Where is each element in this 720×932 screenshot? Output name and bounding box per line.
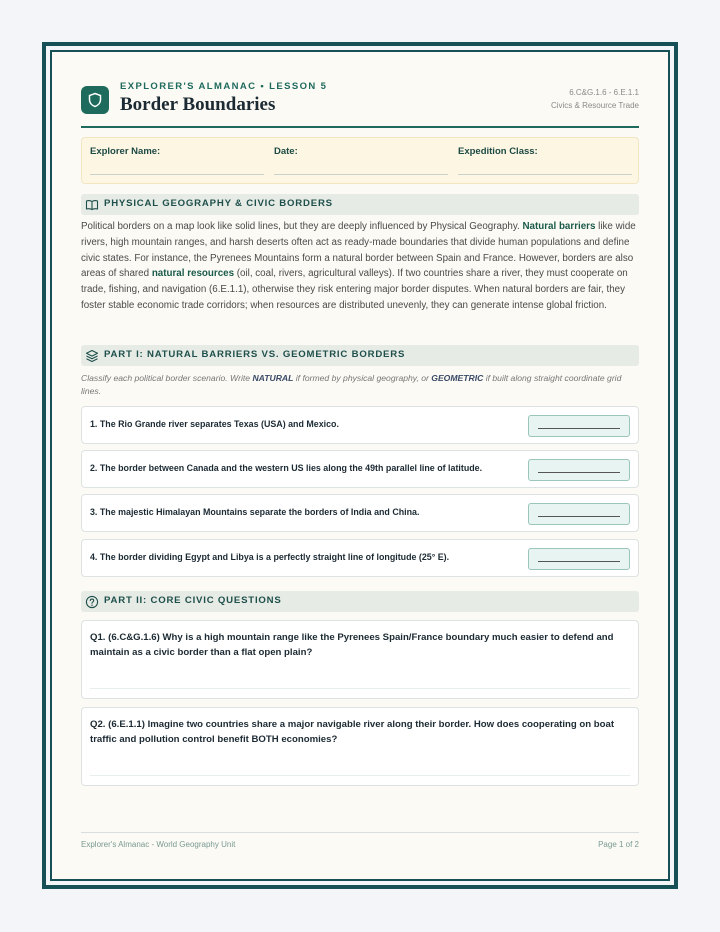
answer-box[interactable] [528,415,630,437]
instructions-text-1: Classify each political border scenario. Write [81,373,253,383]
response-line[interactable] [90,688,630,689]
open-question-text: Q1. (6.C&G.1.6) Why is a high mountain range like the Pyrenees Spain/France boundary much easier to defend and maintain as a civic border than a flat open plain? [90,632,614,658]
answer-blank [538,516,620,517]
instructions-text-2: if formed by physical geography, or [293,373,432,383]
open-question-card [81,620,639,699]
explorer-name-label: Explorer Name: [90,146,161,157]
layers-icon [85,348,99,362]
page-number: Page 1 of 2 [598,840,639,849]
answer-blank [538,561,620,562]
footer-divider [81,832,639,833]
shield-icon [81,86,109,114]
open-question-text: Q2. (6.E.1.1) Imagine two countries share a major navigable river along their border. How does cooperating on boat traffic and pollution control benefit BOTH economies? [90,719,615,745]
question-card [81,450,639,488]
question-card [81,406,639,444]
intro-text-3: (oil, coal, rivers, agricultural valleys). If two countries share a river, they must cooperate on trade, fishing, and navigation (6.E.1.1), otherwise they risk entering major border disputes. When natural borders are fair, they foster stable economic trade corridors; when resources are distributed unevenly, they can generate intense global friction. [81,268,628,311]
section-title: PART I: NATURAL BARRIERS VS. GEOMETRIC BORDERS [104,349,406,360]
intro-text-1: Political borders on a map look like solid lines, but they are deeply influenced by Physical Geography. [81,221,523,232]
question-card [81,539,639,577]
footer-unit: Explorer's Almanac - World Geography Unit [81,840,236,849]
open-question-card [81,707,639,786]
answer-box[interactable] [528,503,630,525]
part-1-instructions [81,372,639,398]
response-line[interactable] [90,775,630,776]
explorer-name-field[interactable] [90,174,264,175]
section-part-1 [81,345,639,366]
standards-code: 6.C&G.1.6 - 6.E.1.1 [569,88,639,97]
student-info-box [81,137,639,184]
lesson-kicker: EXPLORER'S ALMANAC • LESSON 5 [120,81,328,92]
section-physical-geography [81,194,639,215]
expedition-class-label: Expedition Class: [458,146,538,157]
subject-label: Civics & Resource Trade [550,101,639,110]
section-part-2 [81,591,639,612]
question-circle-icon [85,594,99,608]
expedition-class-field[interactable] [458,174,632,175]
question-card [81,494,639,532]
question-text: 1. The Rio Grande river separates Texas (USA) and Mexico. [90,419,339,429]
answer-blank [538,428,620,429]
question-text: 3. The majestic Himalayan Mountains separate the borders of India and China. [90,507,420,517]
date-field[interactable] [274,174,448,175]
worksheet-header [81,80,639,128]
section-title: PHYSICAL GEOGRAPHY & CIVIC BORDERS [104,198,333,209]
term-natural-barriers: Natural barriers [522,221,596,232]
instructions-text-3: if built along straight coordinate grid lines. [81,373,622,396]
answer-blank [538,472,620,473]
intro-paragraph [81,219,639,314]
section-title: PART II: CORE CIVIC QUESTIONS [104,595,282,606]
answer-box[interactable] [528,459,630,481]
question-text: 4. The border dividing Egypt and Libya is a perfectly straight line of longitude (25° E). [90,552,450,562]
intro-text-2: like wide rivers, high mountain ranges, and harsh deserts often act as ready-made boundaries that divide human populations and define civic states. For instance, the Pyrenees Mountains form a natural border between Spain and France. However, borders are also areas of shared [81,221,636,280]
page-title: Border Boundaries [120,94,276,115]
answer-box[interactable] [528,548,630,570]
question-text: 2. The border between Canada and the western US lies along the 49th parallel line of latitude. [90,463,483,473]
date-label: Date: [274,146,298,157]
book-icon [85,197,99,211]
term-natural-resources: natural resources [151,268,235,280]
keyword-geometric: GEOMETRIC [431,373,484,383]
keyword-natural: NATURAL [252,373,294,383]
